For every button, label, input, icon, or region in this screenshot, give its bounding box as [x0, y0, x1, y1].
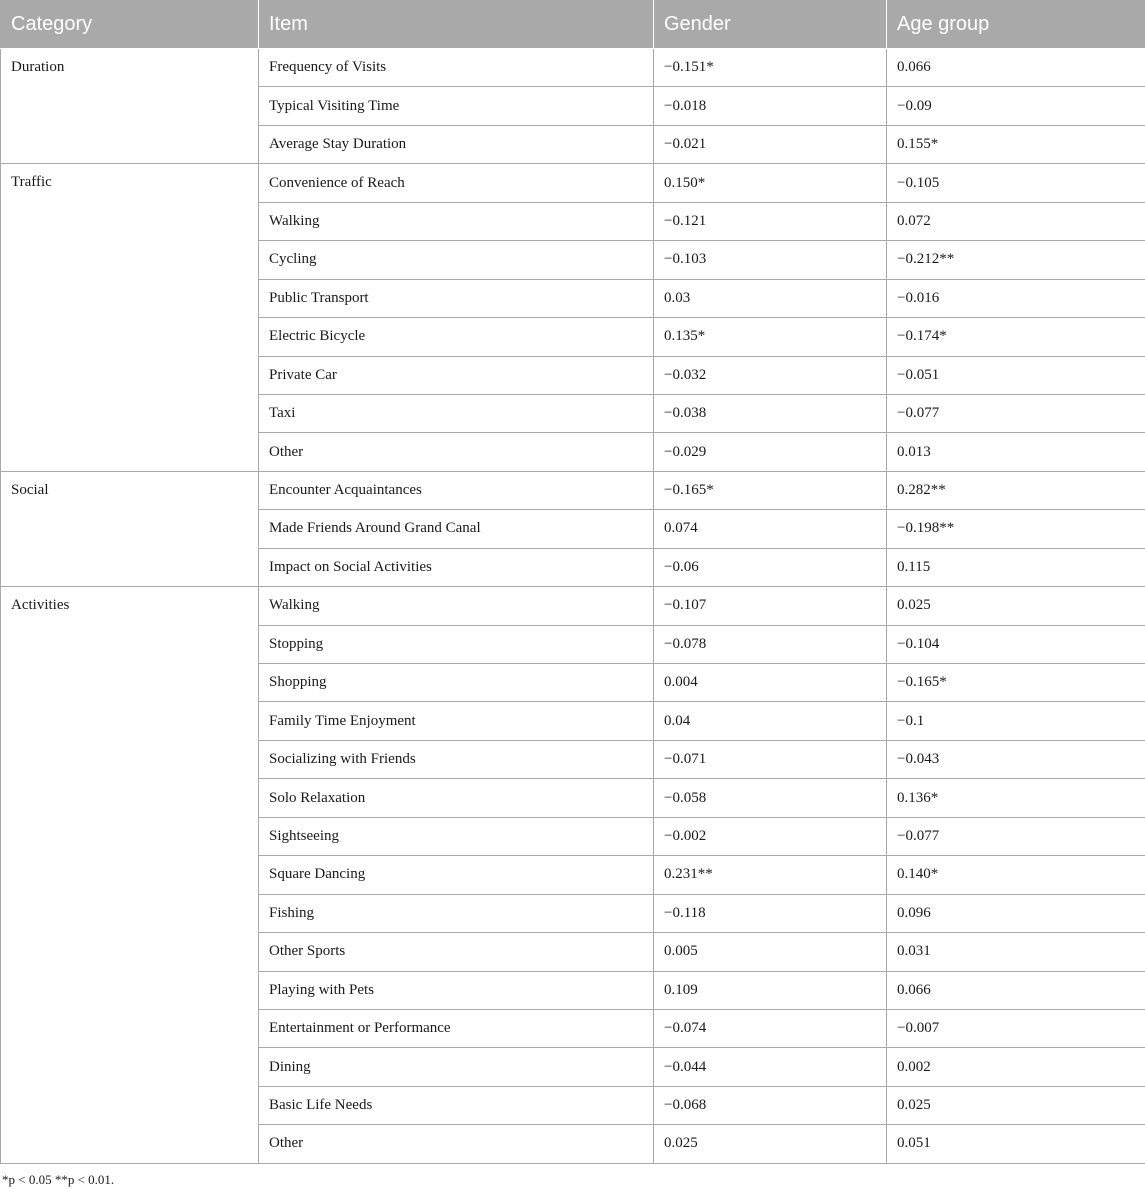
- item-cell: Stopping: [259, 625, 654, 663]
- header-age-group: Age group: [887, 1, 1145, 49]
- age-group-cell: −0.174*: [887, 318, 1145, 356]
- header-item: Item: [259, 1, 654, 49]
- category-cell: Traffic: [1, 164, 259, 472]
- age-group-cell: 0.066: [887, 971, 1145, 1009]
- item-cell: Solo Relaxation: [259, 779, 654, 817]
- category-cell: Duration: [1, 49, 259, 164]
- age-group-cell: 0.115: [887, 548, 1145, 586]
- gender-cell: −0.038: [654, 394, 887, 432]
- item-cell: Impact on Social Activities: [259, 548, 654, 586]
- item-cell: Entertainment or Performance: [259, 1009, 654, 1047]
- gender-cell: −0.029: [654, 433, 887, 471]
- item-cell: Cycling: [259, 241, 654, 279]
- age-group-cell: 0.282**: [887, 471, 1145, 509]
- gender-cell: −0.078: [654, 625, 887, 663]
- table-row: [1, 471, 1145, 509]
- age-group-cell: 0.096: [887, 894, 1145, 932]
- gender-cell: −0.032: [654, 356, 887, 394]
- gender-cell: 0.109: [654, 971, 887, 1009]
- gender-cell: −0.074: [654, 1009, 887, 1047]
- item-cell: Other: [259, 1125, 654, 1163]
- gender-cell: 0.074: [654, 510, 887, 548]
- item-cell: Typical Visiting Time: [259, 87, 654, 125]
- age-group-cell: −0.016: [887, 279, 1145, 317]
- gender-cell: −0.107: [654, 587, 887, 625]
- gender-cell: −0.021: [654, 125, 887, 163]
- age-group-cell: −0.198**: [887, 510, 1145, 548]
- item-cell: Convenience of Reach: [259, 164, 654, 202]
- item-cell: Square Dancing: [259, 856, 654, 894]
- age-group-cell: −0.09: [887, 87, 1145, 125]
- age-group-cell: −0.1: [887, 702, 1145, 740]
- age-group-cell: 0.025: [887, 1086, 1145, 1124]
- age-group-cell: 0.025: [887, 587, 1145, 625]
- category-cell: Activities: [1, 587, 259, 1164]
- item-cell: Playing with Pets: [259, 971, 654, 1009]
- table-footnote: [0, 1164, 1145, 1188]
- header-row: [1, 1, 1145, 49]
- item-cell: Fishing: [259, 894, 654, 932]
- footnote-text: *p < 0.05 **p < 0.01.: [2, 1171, 115, 1187]
- gender-cell: −0.018: [654, 87, 887, 125]
- item-cell: Shopping: [259, 664, 654, 702]
- age-group-cell: −0.077: [887, 817, 1145, 855]
- item-cell: Dining: [259, 1048, 654, 1086]
- gender-cell: −0.06: [654, 548, 887, 586]
- age-group-cell: 0.140*: [887, 856, 1145, 894]
- item-cell: Encounter Acquaintances: [259, 471, 654, 509]
- age-group-cell: 0.002: [887, 1048, 1145, 1086]
- age-group-cell: 0.136*: [887, 779, 1145, 817]
- table-row: [1, 49, 1145, 87]
- gender-cell: 0.004: [654, 664, 887, 702]
- age-group-cell: −0.077: [887, 394, 1145, 432]
- age-group-cell: −0.165*: [887, 664, 1145, 702]
- gender-cell: 0.150*: [654, 164, 887, 202]
- age-group-cell: −0.104: [887, 625, 1145, 663]
- header-category: Category: [1, 1, 259, 49]
- gender-cell: −0.121: [654, 202, 887, 240]
- item-cell: Taxi: [259, 394, 654, 432]
- gender-cell: 0.135*: [654, 318, 887, 356]
- category-cell: Social: [1, 471, 259, 586]
- item-cell: Sightseeing: [259, 817, 654, 855]
- gender-cell: 0.025: [654, 1125, 887, 1163]
- age-group-cell: 0.066: [887, 49, 1145, 87]
- age-group-cell: 0.072: [887, 202, 1145, 240]
- age-group-cell: 0.155*: [887, 125, 1145, 163]
- gender-cell: 0.231**: [654, 856, 887, 894]
- gender-cell: 0.04: [654, 702, 887, 740]
- age-group-cell: −0.043: [887, 740, 1145, 778]
- table-body: [1, 49, 1145, 1164]
- age-group-cell: 0.013: [887, 433, 1145, 471]
- item-cell: Made Friends Around Grand Canal: [259, 510, 654, 548]
- item-cell: Other: [259, 433, 654, 471]
- gender-cell: 0.03: [654, 279, 887, 317]
- gender-cell: 0.005: [654, 933, 887, 971]
- item-cell: Walking: [259, 587, 654, 625]
- item-cell: Public Transport: [259, 279, 654, 317]
- item-cell: Electric Bicycle: [259, 318, 654, 356]
- gender-cell: −0.151*: [654, 49, 887, 87]
- item-cell: Family Time Enjoyment: [259, 702, 654, 740]
- table-header: [1, 1, 1145, 49]
- item-cell: Socializing with Friends: [259, 740, 654, 778]
- age-group-cell: −0.051: [887, 356, 1145, 394]
- item-cell: Walking: [259, 202, 654, 240]
- table-row: [1, 587, 1145, 625]
- item-cell: Basic Life Needs: [259, 1086, 654, 1124]
- gender-cell: −0.002: [654, 817, 887, 855]
- age-group-cell: −0.007: [887, 1009, 1145, 1047]
- gender-cell: −0.103: [654, 241, 887, 279]
- gender-cell: −0.068: [654, 1086, 887, 1124]
- age-group-cell: 0.031: [887, 933, 1145, 971]
- table-row: [1, 164, 1145, 202]
- item-cell: Other Sports: [259, 933, 654, 971]
- item-cell: Private Car: [259, 356, 654, 394]
- gender-cell: −0.058: [654, 779, 887, 817]
- gender-cell: −0.071: [654, 740, 887, 778]
- age-group-cell: −0.212**: [887, 241, 1145, 279]
- age-group-cell: 0.051: [887, 1125, 1145, 1163]
- gender-cell: −0.165*: [654, 471, 887, 509]
- gender-cell: −0.118: [654, 894, 887, 932]
- item-cell: Average Stay Duration: [259, 125, 654, 163]
- age-group-cell: −0.105: [887, 164, 1145, 202]
- header-gender: Gender: [654, 1, 887, 49]
- gender-cell: −0.044: [654, 1048, 887, 1086]
- item-cell: Frequency of Visits: [259, 49, 654, 87]
